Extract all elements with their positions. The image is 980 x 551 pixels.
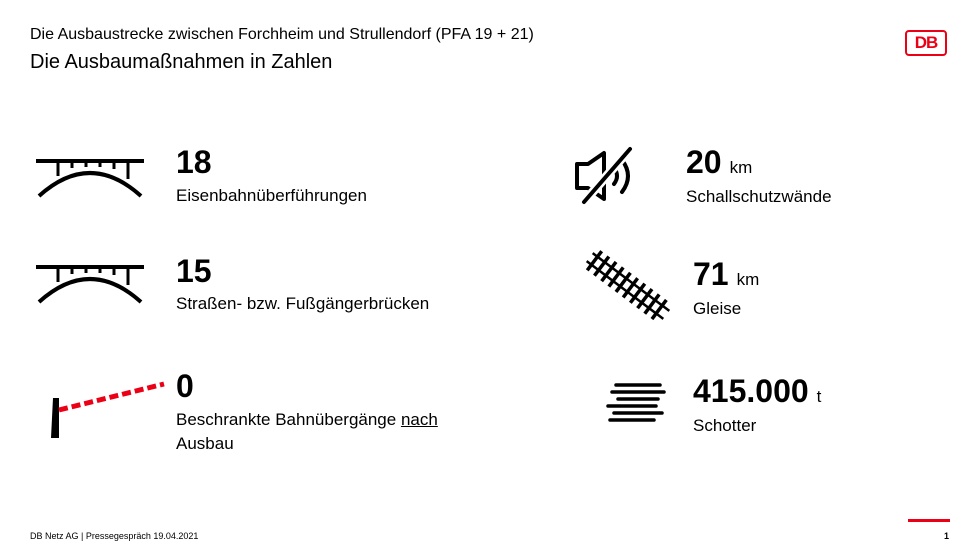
level-crossings-label-part1: Beschrankte Bahnübergänge	[176, 410, 401, 429]
noise-walls-label: Schallschutzwände	[686, 187, 832, 206]
ballast-label: Schotter	[693, 416, 757, 435]
level-crossing-barrier-icon	[46, 380, 168, 440]
railway-track-icon	[578, 248, 678, 324]
tracks-label: Gleise	[693, 299, 742, 318]
ballast-layers-icon	[604, 382, 668, 426]
slide-title: Die Ausbaustrecke zwischen Forchheim und Strullendorf (PFA 19 + 21)	[30, 26, 534, 43]
tracks-value: 71	[693, 256, 729, 292]
noise-walls-value: 20	[686, 144, 722, 180]
arch-bridge-icon	[36, 262, 144, 304]
noise-walls-number	[686, 146, 752, 178]
ballast-unit: t	[816, 387, 822, 406]
muted-speaker-icon	[572, 146, 642, 206]
railway-bridge-icon	[36, 156, 144, 198]
railway-bridges-number: 18	[176, 144, 212, 180]
level-crossings-label	[176, 408, 438, 456]
road-bridges-label: Straßen- bzw. Fußgängerbrücken	[176, 294, 430, 313]
slide-subtitle: Die Ausbaumaßnahmen in Zahlen	[30, 51, 333, 73]
railway-bridges-label: Eisenbahnüberführungen	[176, 186, 367, 205]
tracks-unit: km	[736, 270, 760, 289]
tracks-number	[693, 258, 759, 290]
db-logo: DB	[905, 30, 947, 56]
level-crossings-number: 0	[176, 368, 194, 404]
road-bridges-number: 15	[176, 253, 212, 289]
level-crossings-label-underlined: nach	[400, 410, 438, 429]
level-crossings-label-part2: Ausbau	[176, 434, 234, 453]
page-number: 1	[944, 531, 950, 541]
footer-accent-line	[908, 519, 950, 522]
footer-text: DB Netz AG | Pressegespräch 19.04.2021	[30, 531, 199, 541]
ballast-value: 415.000	[693, 373, 809, 409]
ballast-number	[693, 375, 821, 407]
noise-walls-unit: km	[729, 158, 753, 177]
